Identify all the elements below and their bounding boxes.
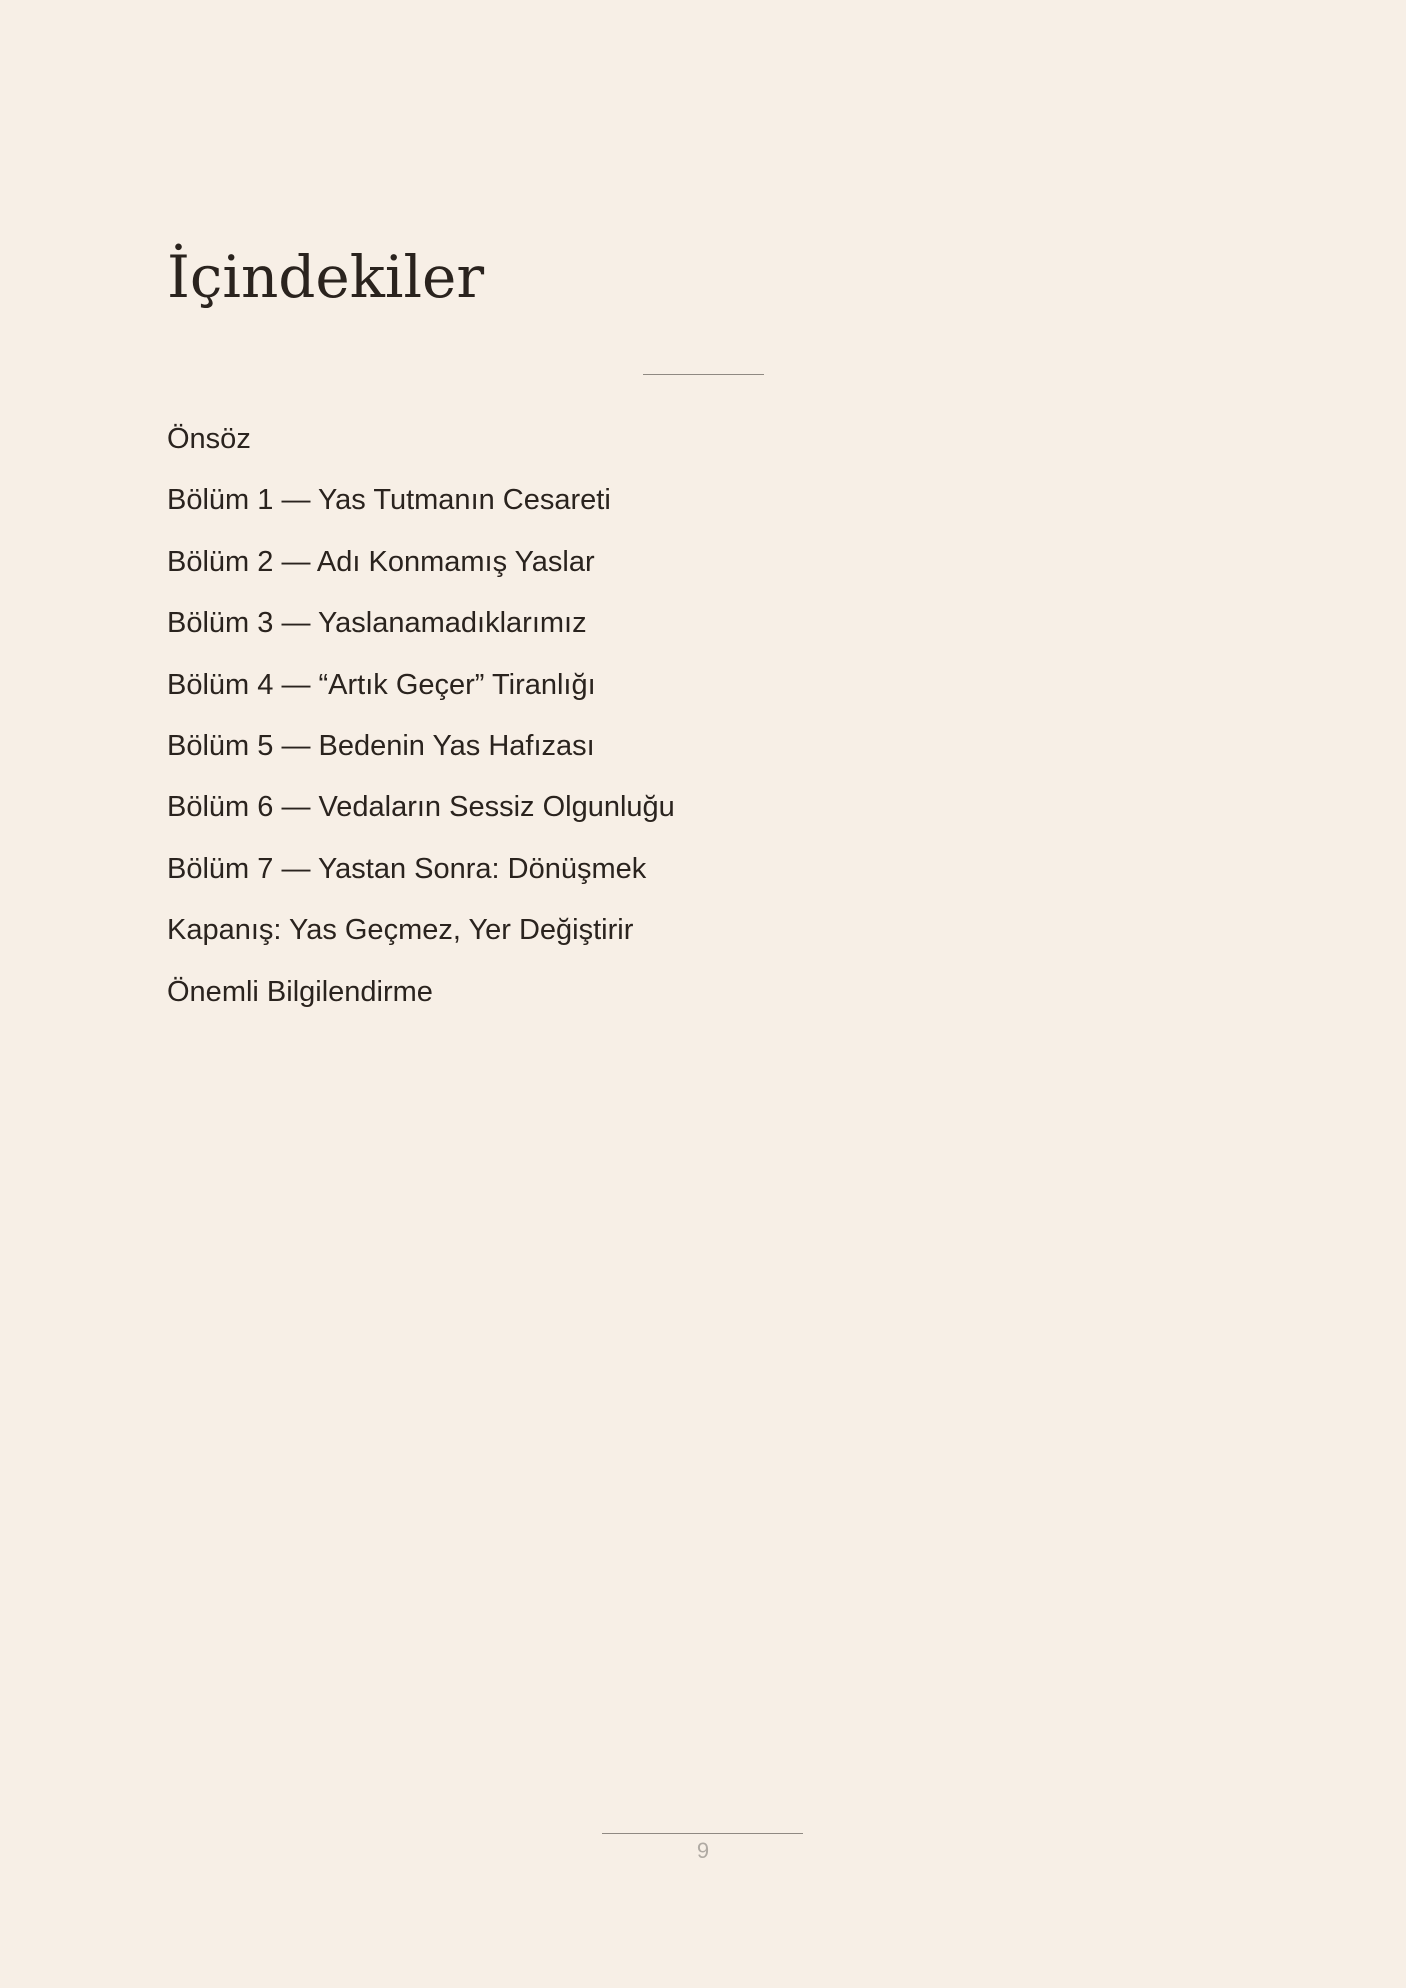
toc-item-chapter-7[interactable]: Bölüm 7 — Yastan Sonra: Dönüşmek bbox=[167, 852, 647, 885]
title-divider bbox=[643, 374, 764, 375]
toc-item-closing[interactable]: Kapanış: Yas Geçmez, Yer Değiştirir bbox=[167, 914, 634, 947]
page-number: 9 bbox=[696, 1838, 710, 1863]
table-of-contents bbox=[167, 415, 675, 1029]
footer-divider bbox=[602, 1833, 803, 1834]
toc-item-chapter-6[interactable]: Bölüm 6 — Vedaların Sessiz Olgunluğu bbox=[167, 791, 675, 824]
toc-item-chapter-1[interactable]: Bölüm 1 — Yas Tutmanın Cesareti bbox=[167, 484, 611, 517]
toc-item-chapter-3[interactable]: Bölüm 3 — Yaslanamadıklarımız bbox=[167, 607, 587, 640]
toc-item-chapter-4[interactable]: Bölüm 4 — “Artık Geçer” Tiranlığı bbox=[167, 668, 596, 701]
toc-item-chapter-2[interactable]: Bölüm 2 — Adı Konmamış Yaslar bbox=[167, 545, 595, 578]
toc-item-foreword[interactable]: Önsöz bbox=[167, 423, 251, 455]
toc-item-chapter-5[interactable]: Bölüm 5 — Bedenin Yas Hafızası bbox=[167, 729, 595, 762]
toc-item-important-notice[interactable]: Önemli Bilgilendirme bbox=[167, 975, 433, 1008]
page-title: İçindekiler bbox=[167, 243, 485, 311]
